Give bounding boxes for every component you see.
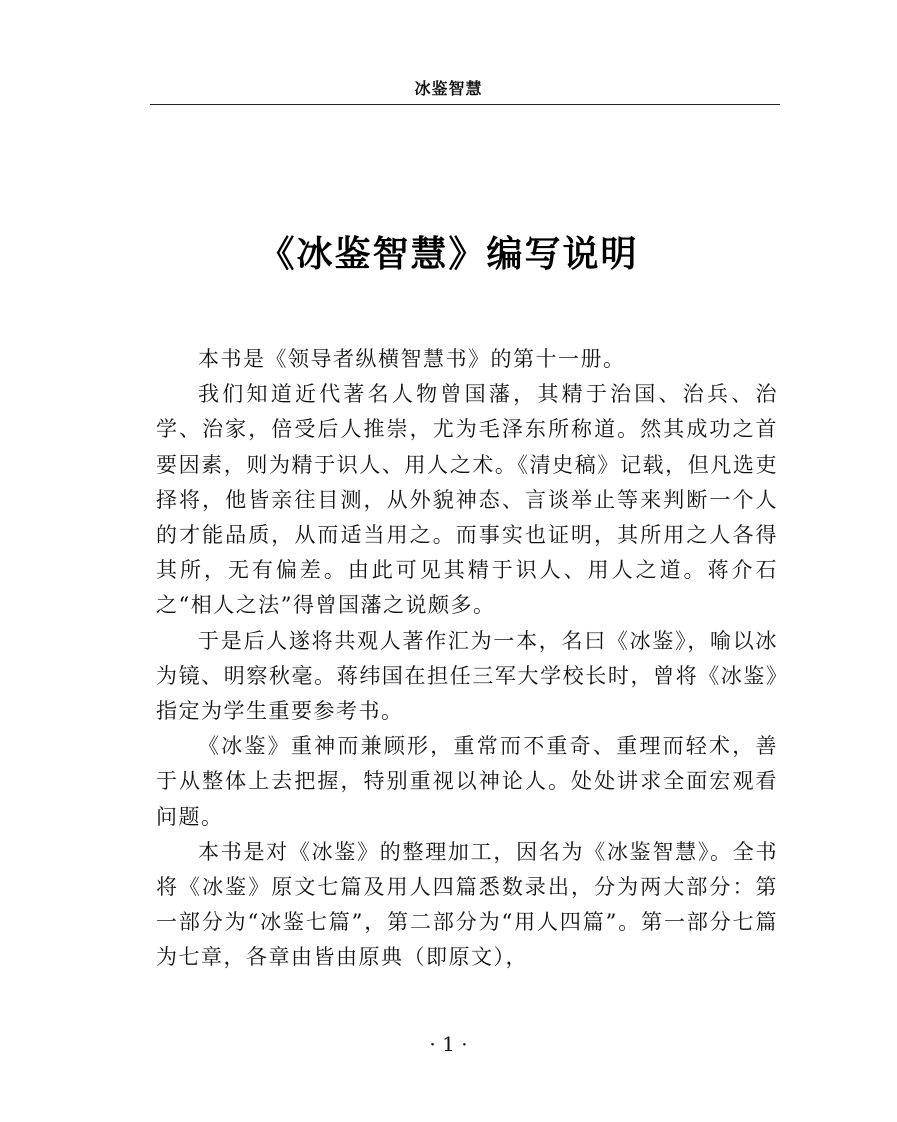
running-head: 冰鉴智慧 xyxy=(414,79,483,98)
paragraph: 本书是《领导者纵横智慧书》的第十一册。 xyxy=(198,347,626,371)
header-rule xyxy=(150,104,780,105)
paragraph: 于是后人遂将共观人著作汇为一本，名曰《冰鉴》，喻以冰为镜、明察秋毫。蒋纬国在担任三军大学校长时，曾将《冰鉴》指定为学生重要参考书。 xyxy=(156,628,778,724)
page-title: 《冰鉴智慧》编写说明 xyxy=(258,234,639,275)
page-number: · 1 · xyxy=(429,1032,468,1056)
paragraph: 我们知道近代著名人物曾国藩，其精于治国、治兵、治学、治家，倍受后人推崇，尤为毛泽东所称道。然其成功之首要因素，则为精于识人、用人之术。《清史稿》记载，但凡选吏择将，他皆亲往目测，从外貌神态、言谈举止等来判断一个人的才能品质，从而适当用之。而事实也证明，其所用之人各得其所，无有偏差。由此可见其精于识人、用人之道。蒋介石之“相人之法”得曾国藩之说颇多。 xyxy=(156,382,778,618)
body-text xyxy=(156,342,778,976)
paragraph: 《冰鉴》重神而兼顾形，重常而不重奇、重理而轻术，善于从整体上去把握，特别重视以神论人。处处讲求全面宏观看问题。 xyxy=(156,734,778,829)
paragraph: 本书是对《冰鉴》的整理加工，因名为《冰鉴智慧》。全书将《冰鉴》原文七篇及用人四篇悉数录出，分为两大部分：第一部分为“冰鉴七篇”，第二部分为“用人四篇”。第一部分七篇为七章，各章由皆由原典（即原文）， xyxy=(156,839,778,970)
